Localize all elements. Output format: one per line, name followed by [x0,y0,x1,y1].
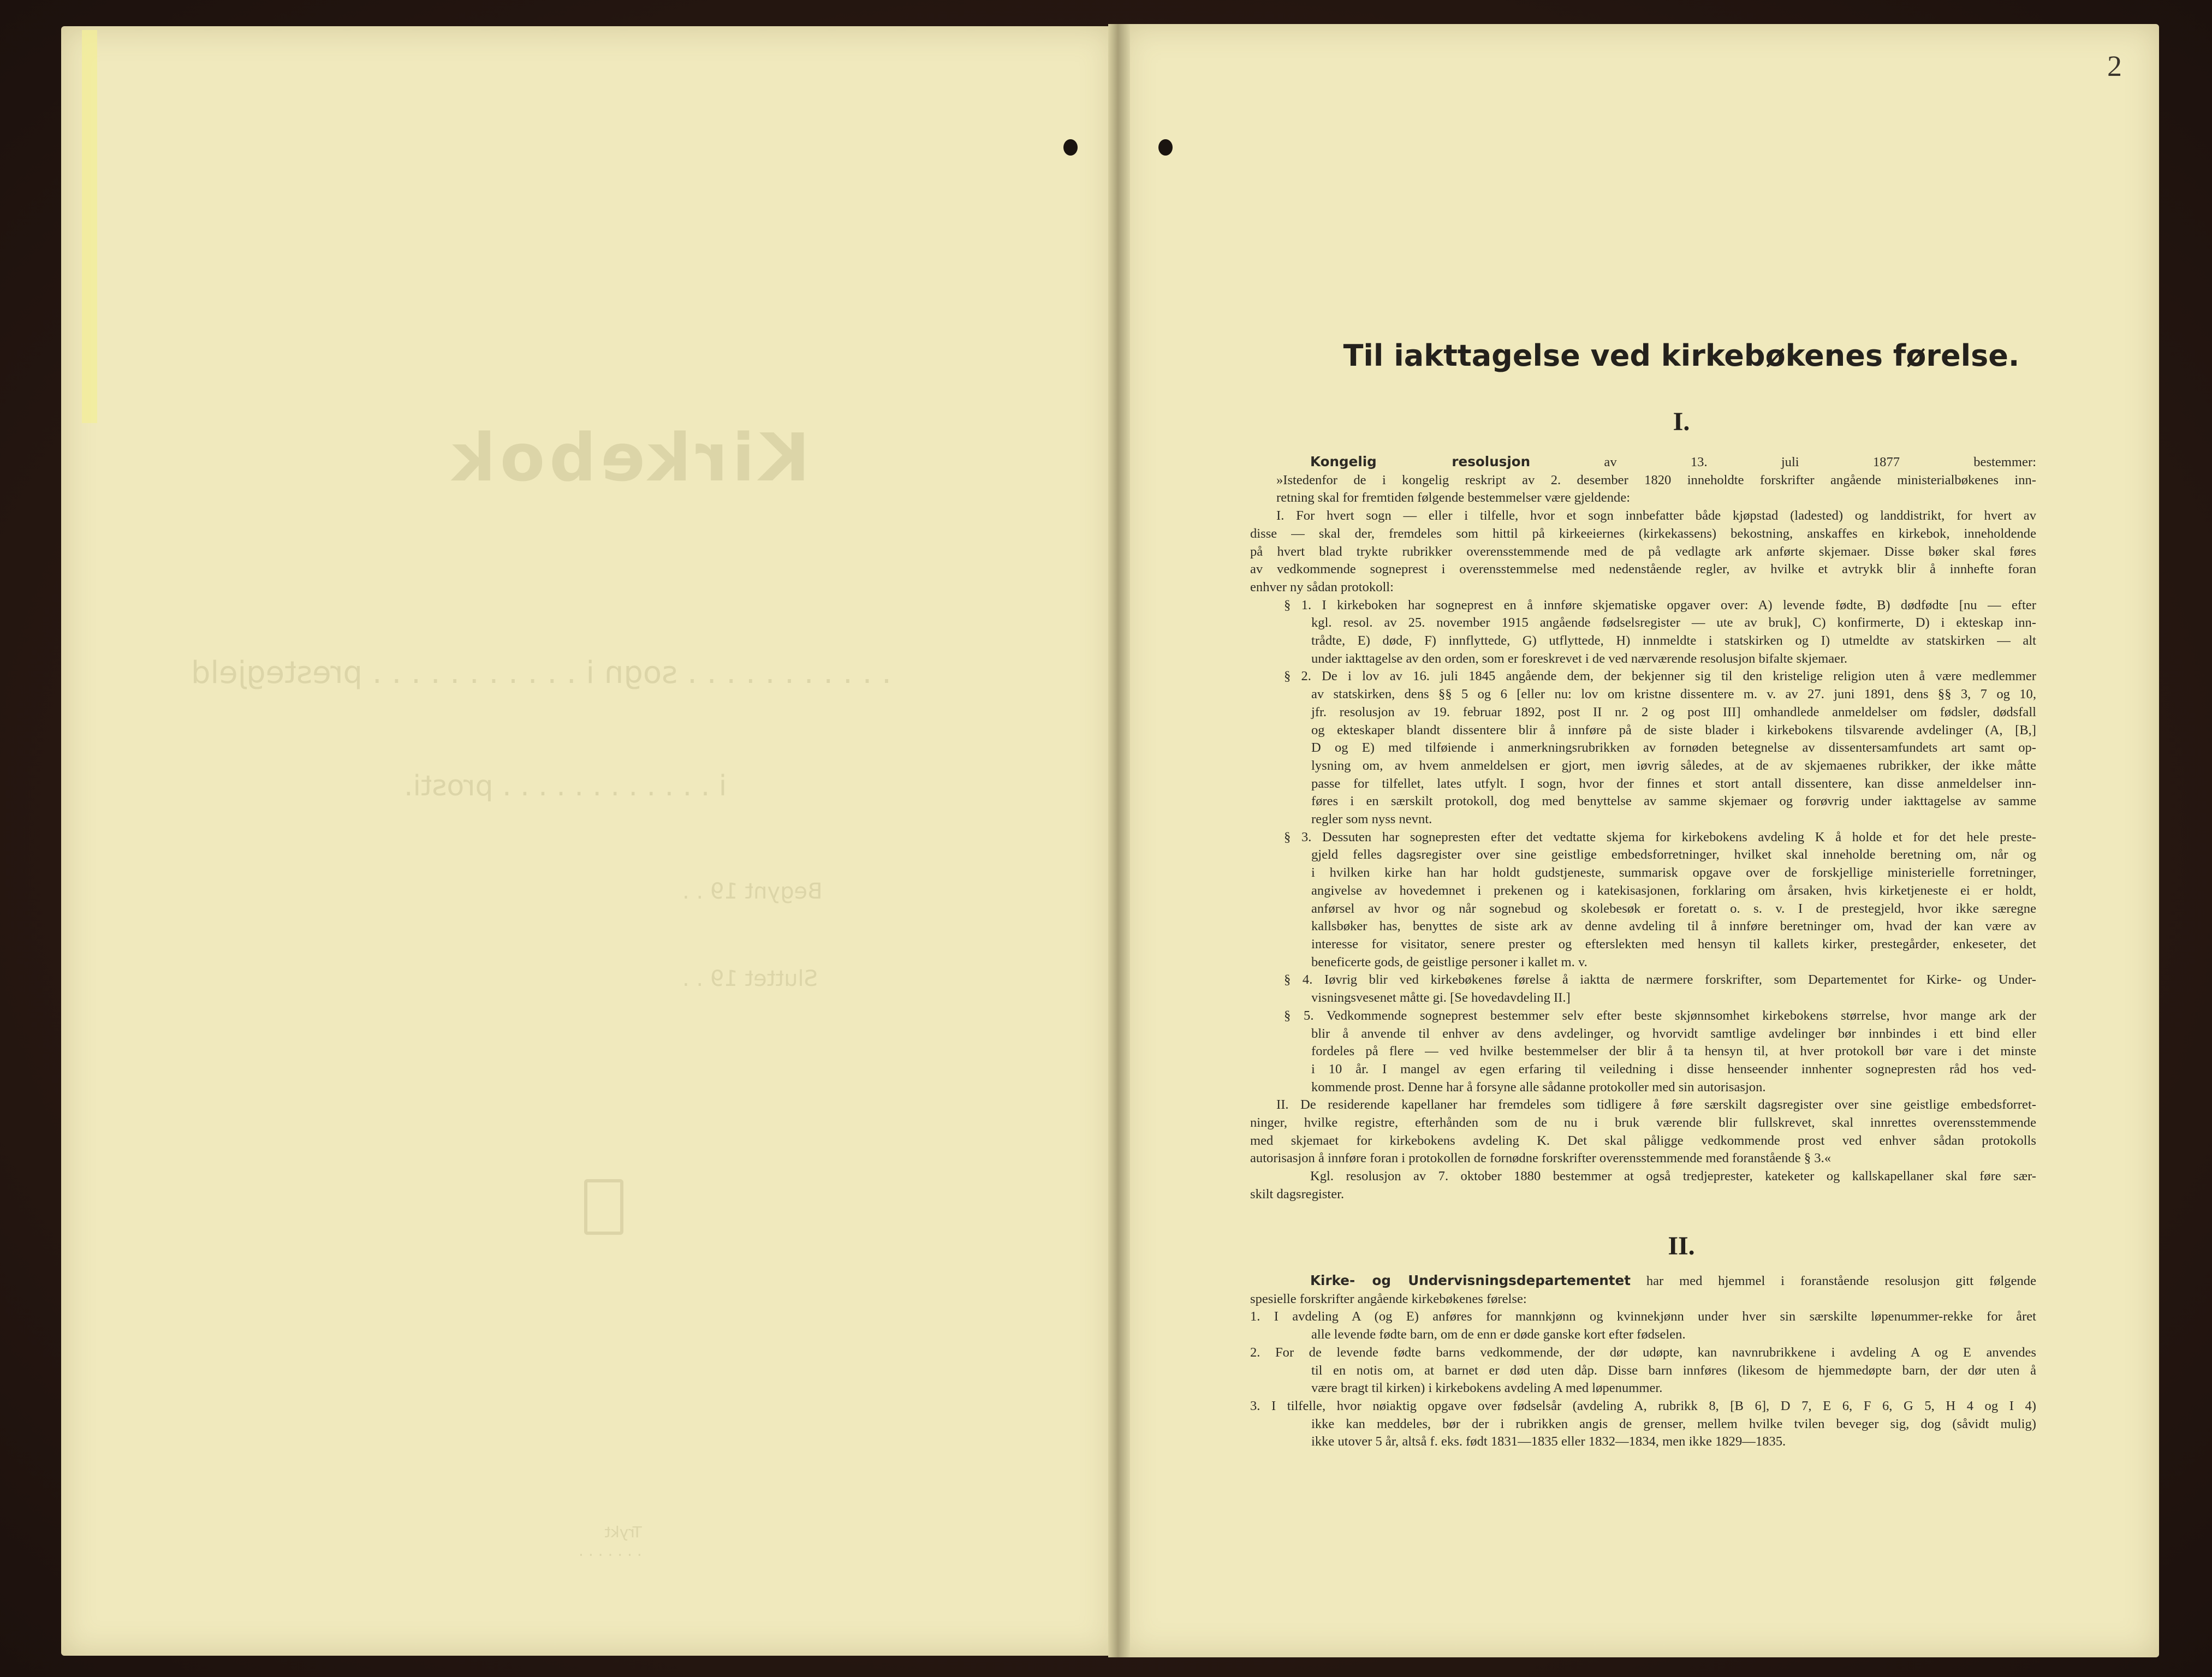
line-text: jfr. resolusjon av 19. februar 1892, post II nr. 2 og post III] omhandlede anmeldelser om fødsler, dødsfall [1311,704,2036,719]
text-line [1250,1433,2036,1451]
bleed-through-text: i . . . . . . . . . . . . prosti. [404,770,727,802]
line-text: interesse for visitator, senere prester og efterslekten med hensyn til kallets kirker, prestegårder, enkeseter, det [1311,936,2036,952]
bleed-through-text: Begynt 19 . . [682,879,823,904]
line-text: 2. For de levende fødte barns vedkommende, der dør udøpte, kan navnrubrikkene i avdeling A og E anvendes [1250,1345,2036,1360]
section-2-text [1250,1272,2036,1451]
text-line [1250,989,2036,1007]
text-line [1250,1114,2036,1132]
bleed-through-logo [584,1179,623,1235]
line-text: anførsel av hvor og når sognebud og skolebesøk er foretatt o. s. v. I de prestegjeld, hvor ikke særegne [1311,901,2036,916]
text-line [1250,686,2036,704]
text-line [1250,811,2036,829]
text-line [1250,775,2036,793]
document-title: Til iakttagelse ved kirkebøkenes førelse. [1343,338,2020,373]
line-text: ikke kan meddeles, bør der i rubrikken angis de grenser, mellem hvilke tvilen beveger sig, dog (såvidt mulig) [1311,1416,2036,1431]
line-text: i 10 år. I mangel av egen erfaring til veiledning i disse henseender innhenter sognepresten råd hos ved- [1311,1061,2036,1077]
line-text: ninger, hvilke registre, efterhånden som de nu i bruk værende blir fullskrevet, skal innrettes overensstemmende [1250,1115,2036,1131]
line-text: med skjemaet for kirkebokens avdeling K. Det skal påligge vedkommende prost ved enhver sådan protokolls [1250,1133,2036,1148]
line-text: retning skal for fremtiden følgende bestemmelser være gjeldende: [1276,490,1631,506]
text-line [1250,650,2036,668]
text-line [1250,829,2036,847]
text-line [1250,1061,2036,1079]
line-text: fordeles på flere — ved hvilke bestemmelser der blir å ta hensyn til, at hver protokoll bør vare i det minste [1311,1044,2036,1059]
text-line [1250,882,2036,900]
text-line [1250,918,2036,936]
line-text: skilt dagsregister. [1250,1186,1345,1202]
line-text: enhver ny sådan protokoll: [1250,579,1394,594]
text-line [1250,704,2036,722]
line-text: av 13. juli 1877 bestemmer: [1530,455,2036,469]
line-text: spesielle forskrifter angående kirkebøkenes førelse: [1250,1291,1527,1306]
text-line [1250,525,2036,543]
line-text: passe for tilfellet, lates utfylt. I sogn, hvor der finnes et stort antall dissentere, kan disse anmeldelser inn- [1311,776,2036,791]
line-text: til en notis om, at barnet er død uten dåp. Disse barn innføres (likesom de hjemmedøpte barn, der dør uten å [1311,1363,2036,1378]
text-line [1250,1079,2036,1097]
line-text: § 1. I kirkeboken har sogneprest en å innføre skjematiske opgaver over: A) levende fødte, B) dødfødte [nu — efter [1284,597,2036,612]
line-text: lysning om, av hvem anmeldelsen er gjort, men iøvrig således, at de av skjemaenes rubrikker, der ikke måtte [1311,758,2036,773]
text-line [1250,864,2036,882]
bold-heading: Kongelig resolusjon [1310,454,1531,469]
section-1-text [1250,453,2036,1204]
binding-hole [1063,139,1078,156]
text-line [1250,793,2036,811]
line-text: § 5. Vedkommende sogneprest bestemmer selv efter beste skjønnsomhet kirkebokens størrelse, hvor mange ark der [1284,1008,2036,1023]
line-text: I. For hvert sogn — eller i tilfelle, hvor et sogn innbefatter både kjøpstad (ladested) og landdistrikt, for hvert av [1276,508,2036,524]
line-text: § 4. Iøvrig blir ved kirkebøkenes førelse å iaktta de nærmere forskrifter, som Departementet for Kirke- og Under- [1284,972,2036,988]
line-text: § 2. De i lov av 16. juli 1845 angående dem, der bekjenner sig til den kristelige religion uten å være medlemmer [1284,669,2036,684]
text-line [1250,722,2036,740]
line-text: har med hjemmel i foranstående resolusjon gitt følgende [1630,1274,2036,1288]
text-line [1250,1168,2036,1186]
text-line [1250,579,2036,597]
line-text: D og E) med tilføiende i anmerkningsrubrikken av fornøden betegnelse av dissentersamfundets art samt op- [1311,740,2036,756]
text-line [1250,846,2036,864]
line-text: kommende prost. Denne har å forsyne alle sådanne protokoller med sin autorisasjon. [1311,1079,1766,1095]
line-text: og ekteskaper blandt dissentere blir å innføre på de siste blader i kirkebokens tilsvarende avdelinger (A, [B,] [1311,722,2036,738]
line-text: i hvilken kirke han har holdt gudstjeneste, summarisk opgave over de forskjellige ministerielle forretninger, [1311,865,2036,881]
text-line [1250,936,2036,954]
line-text: Kgl. resolusjon av 7. oktober 1880 bestemmer at også tredjeprester, kateketer og kallskapellaner skal føre sær- [1310,1169,2036,1184]
line-text: 1. I avdeling A (og E) anføres for mannkjønn og kvinnekjønn under hver sin særskilte løpenummer-rekke for året [1250,1309,2036,1324]
line-text: av vedkommende sogneprest i overensstemmelse med nedenstående regler, av hvilke et avtrykk blir å innhefte foran [1250,562,2036,577]
line-text: 3. I tilfelle, hvor nøiaktig opgave over fødselsår (avdeling A, rubrikk 8, [B 6], D 7, E 6, F 6, G 5, H 4 og I 4) [1250,1398,2036,1413]
text-line [1250,1025,2036,1043]
line-text: autorisasjon å innføre foran i protokollen de fornødne forskrifter overensstemmende med foranstående § 3.« [1250,1151,1832,1166]
text-line [1250,1308,2036,1326]
line-text: på hvert blad trykte rubrikker overensstemmende med de på vedlagte ark anførte skjemaer. Disse bøker skal føres [1250,544,2036,559]
text-line [1250,1291,2036,1309]
bold-heading: Kirke- og Undervisningsdepartementet [1310,1272,1631,1288]
binding-hole [1158,139,1173,156]
text-line [1250,954,2036,972]
text-line [1250,1007,2036,1025]
paper-strip [82,30,97,423]
text-line [1250,1043,2036,1061]
line-text: være bragt til kirken) i kirkebokens avdeling A med løpenummer. [1311,1381,1663,1396]
line-text: føres i en særskilt protokoll, dog med benyttelse av samme skjemaer og forøvrig under iakttagelse av samme [1311,794,2036,809]
line-text: ikke utover 5 år, altså f. eks. født 1831—1835 eller 1832—1834, men ikke 1829—1835. [1311,1434,1786,1449]
text-line [1250,1272,2036,1291]
book-gutter [1108,24,1130,1657]
line-text: visningsvesenet måtte gi. [Se hovedavdeling II.] [1311,990,1571,1006]
left-page [61,26,1115,1656]
text-line [1250,597,2036,615]
text-line [1250,1150,2036,1168]
line-text: trådte, E) døde, F) innflyttede, G) utflyttede, H) innmeldte i statskirken og I) utmeldte av statskirken — alt [1311,633,2036,649]
line-text: gjeld felles dagsregister over sine geistlige embedsforretninger, hvilket skal inneholde beretning om, når og [1311,847,2036,863]
text-line [1250,1379,2036,1398]
text-line [1250,472,2036,490]
text-line [1250,668,2036,686]
text-line [1250,1326,2036,1344]
line-text: »Istedenfor de i kongelig reskript av 2. desember 1820 inneholdte forskrifter angående ministerialbøkenes inn- [1276,472,2036,487]
text-line [1250,489,2036,507]
line-text: § 3. Dessuten har sognepresten efter det vedtatte skjema for kirkebokens avdeling K å holde et for det hele preste- [1284,829,2036,845]
text-line [1250,1132,2036,1150]
line-text: disse — skal der, fremdeles som hittil på kirkeeiernes (kirkekassens) bekostning, anskaffes en kirkebok, inneholdende [1250,526,2036,541]
line-text: regler som nyss nevnt. [1311,812,1432,827]
text-line [1250,1398,2036,1416]
text-line [1250,632,2036,650]
text-line [1250,1344,2036,1362]
section-numeral: I. [1673,407,1690,436]
page-number: 2 [2107,50,2122,82]
text-line [1250,900,2036,918]
line-text: angivelse av hovedemnet i prekenen og i katekisasjonen, forklaring om årsaken, hvis kirketjeneste ei er holdt, [1311,883,2036,898]
line-text: II. De residerende kapellaner har fremdeles som tidligere å føre særskilt dagsregister over sine geistlige embedsforret- [1276,1097,2036,1113]
bleed-through-title: Kirkebok [448,420,810,496]
section-numeral: II. [1668,1232,1695,1260]
line-text: under iakttagelse av den orden, som er foreskrevet i de ved nærværende resolusjon bifalte skjemaer. [1311,651,1848,666]
text-line [1250,757,2036,775]
bleed-through-text: Sluttet 19 . . [682,966,818,991]
line-text: av statskirken, dens §§ 5 og 6 [eller nu: lov om kristne dissentere m. v. av 27. juni 1891, dens §§ 3, 7 og 10, [1311,687,2036,702]
text-line [1250,739,2036,757]
text-line [1250,561,2036,579]
text-line [1250,1362,2036,1380]
text-line [1250,453,2036,472]
text-line [1250,507,2036,525]
line-text: kallsbøker has, benyttes de siste ark av denne avdeling til å innføre beretninger om, hvad der kan være av [1311,919,2036,934]
line-text: kgl. resol. av 25. november 1915 angående fødselsregister — ute av bruk], C) konfirmerte, D) i ekteskap inn- [1311,615,2036,631]
text-line [1250,971,2036,989]
line-text: alle levende fødte barn, om de enn er døde ganske kort efter fødselen. [1311,1327,1686,1342]
line-text: blir å anvende til enhver av dens avdelinger, og hvorvidt samtlige avdelinger bør innbindes i ett bind eller [1311,1026,2036,1041]
bleed-through-footer: Trykt . . . . . . . [579,1523,642,1560]
line-text: beneficerte gods, de geistlige personer i kallet m. v. [1311,954,1587,970]
text-line [1250,1416,2036,1434]
text-line [1250,1096,2036,1114]
text-line [1250,543,2036,561]
bleed-through-text: . . . . . . . . . . . sogn i . . . . . . . . . . . prestegjeld [191,655,891,691]
text-line [1250,614,2036,632]
text-line [1250,1186,2036,1204]
